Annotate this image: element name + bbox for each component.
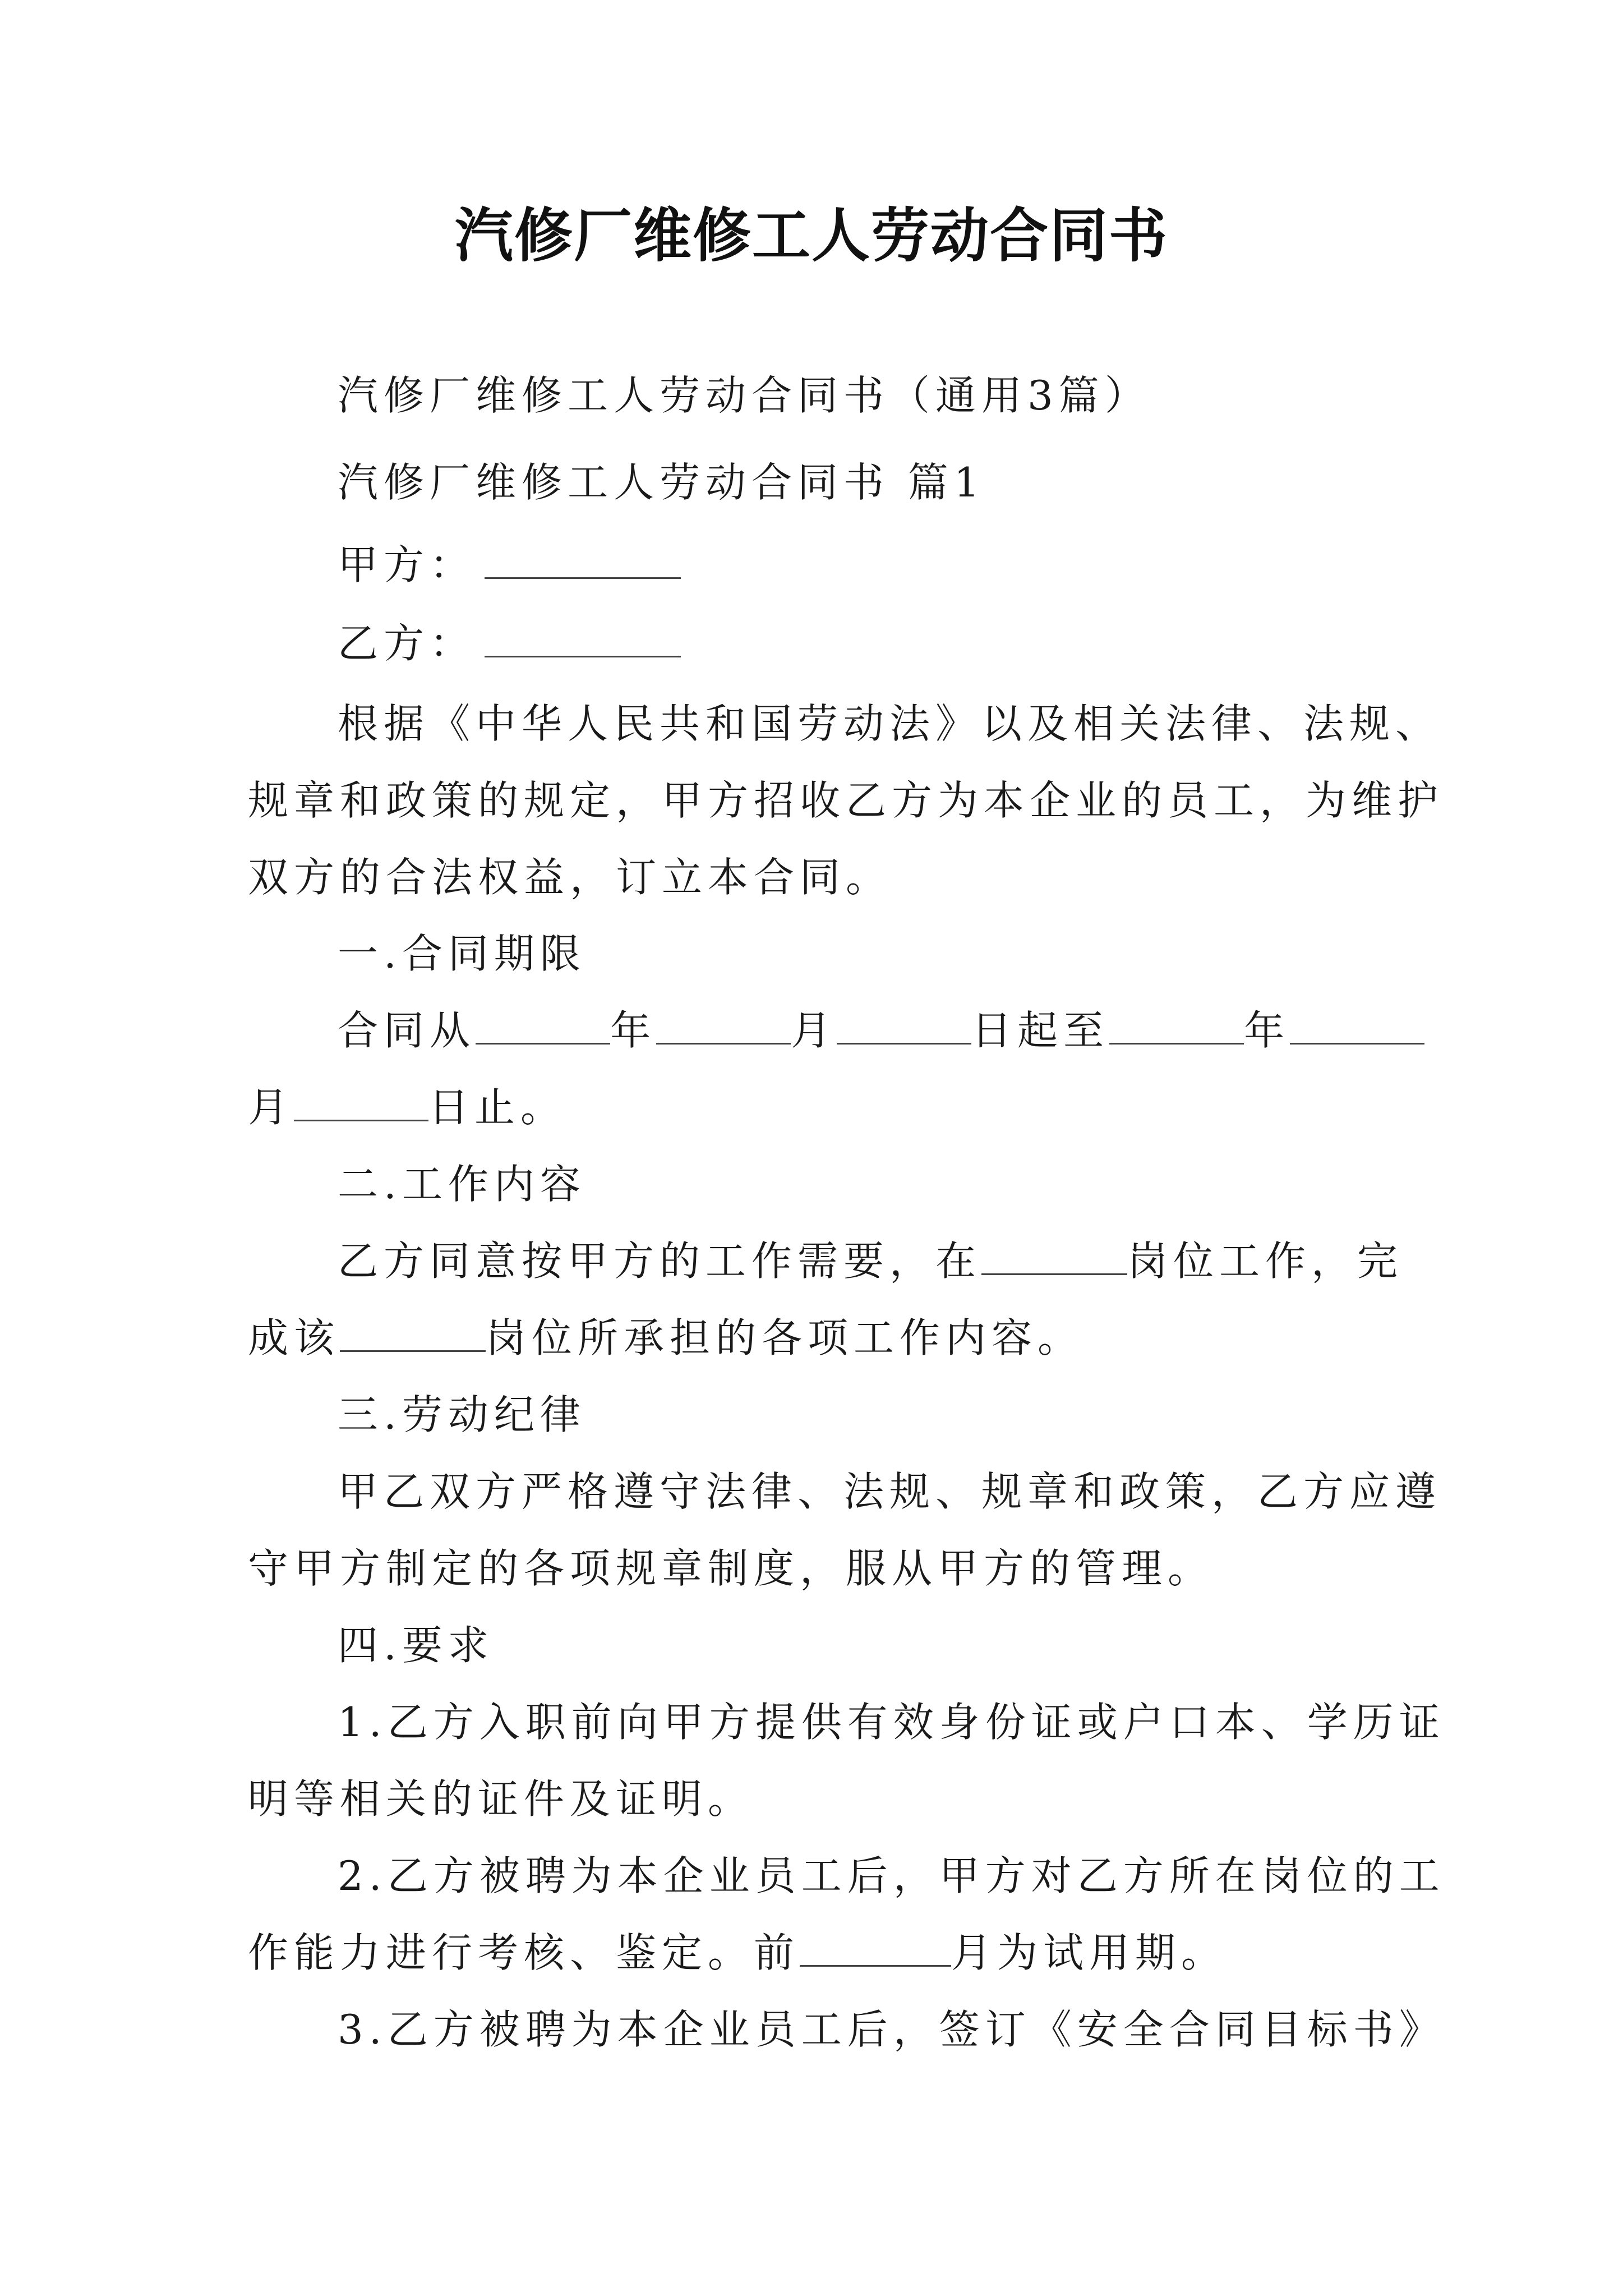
text-segment: 合同从: [338, 1007, 476, 1054]
text-segment: 岗位所承担的各项工作内容。: [486, 1314, 1084, 1361]
chapter-heading: 汽修厂维修工人劳动合同书 篇1: [338, 459, 985, 506]
party-b-line: [338, 615, 681, 671]
party-b-label: 乙方：: [338, 620, 476, 667]
preamble-line-3: 双方的合法权益，订立本合同。: [248, 854, 892, 901]
text-segment: 年: [610, 1007, 657, 1054]
party-b-blank: [485, 619, 681, 657]
section-4-item-2-line-2: [248, 1925, 1227, 1981]
preamble-line-1: 根据《中华人民共和国劳动法》以及相关法律、法规、: [338, 700, 1442, 747]
section-3-heading: 三.劳动纪律: [338, 1391, 586, 1438]
blank-end-day: [294, 1083, 428, 1121]
blank-start-day: [837, 1006, 971, 1045]
blank-start-year: [476, 1006, 610, 1045]
section-1-line-2: [248, 1079, 566, 1135]
section-2-line-2: [248, 1310, 1083, 1366]
text-segment: 月: [791, 1007, 837, 1054]
preamble-line-2: 规章和政策的规定，甲方招收乙方为本企业的员工，为维护: [248, 777, 1444, 824]
text-segment: 岗位工作，完: [1127, 1237, 1404, 1285]
section-4-heading: 四.要求: [338, 1622, 494, 1669]
text-segment: 年: [1244, 1007, 1290, 1054]
blank-end-year: [1109, 1006, 1244, 1045]
blank-probation-months: [800, 1928, 951, 1967]
section-3-line-1: 甲乙双方严格遵守法律、法规、规章和政策，乙方应遵: [338, 1468, 1442, 1515]
section-4-item-2-line-1: 2.乙方被聘为本企业员工后，甲方对乙方所在岗位的工: [338, 1852, 1445, 1899]
document-title: 汽修厂维修工人劳动合同书: [454, 201, 1168, 270]
section-4-item-1-line-1: 1.乙方入职前向甲方提供有效身份证或户口本、学历证: [338, 1699, 1445, 1746]
text-segment: 乙方同意按甲方的工作需要，在: [338, 1237, 982, 1285]
section-4-item-3-line-1: 3.乙方被聘为本企业员工后，签订《安全合同目标书》: [338, 2006, 1445, 2053]
section-4-item-1-line-2: 明等相关的证件及证明。: [248, 1775, 754, 1823]
section-2-line-1: [338, 1233, 1403, 1289]
text-segment: 月: [248, 1084, 294, 1131]
text-segment: 月为试用期。: [951, 1929, 1228, 1976]
section-1-line-1: [338, 1002, 1424, 1059]
party-a-blank: [485, 540, 681, 579]
text-segment: 作能力进行考核、鉴定。前: [248, 1929, 800, 1976]
party-a-line: [338, 537, 681, 593]
text-segment: 成该: [248, 1314, 340, 1361]
blank-post-2: [340, 1313, 486, 1352]
blank-start-month: [656, 1006, 791, 1045]
text-segment: 日起至: [971, 1007, 1110, 1054]
text-segment: 日止。: [428, 1084, 567, 1131]
blank-post: [981, 1236, 1127, 1275]
document-subtitle: 汽修厂维修工人劳动合同书（通用3篇）: [338, 372, 1151, 419]
section-2-heading: 二.工作内容: [338, 1161, 586, 1208]
section-1-heading: 一.合同期限: [338, 930, 586, 977]
party-a-label: 甲方：: [338, 541, 476, 588]
section-3-line-2: 守甲方制定的各项规章制度，服从甲方的管理。: [248, 1545, 1214, 1592]
blank-end-month-part: [1290, 1006, 1424, 1045]
